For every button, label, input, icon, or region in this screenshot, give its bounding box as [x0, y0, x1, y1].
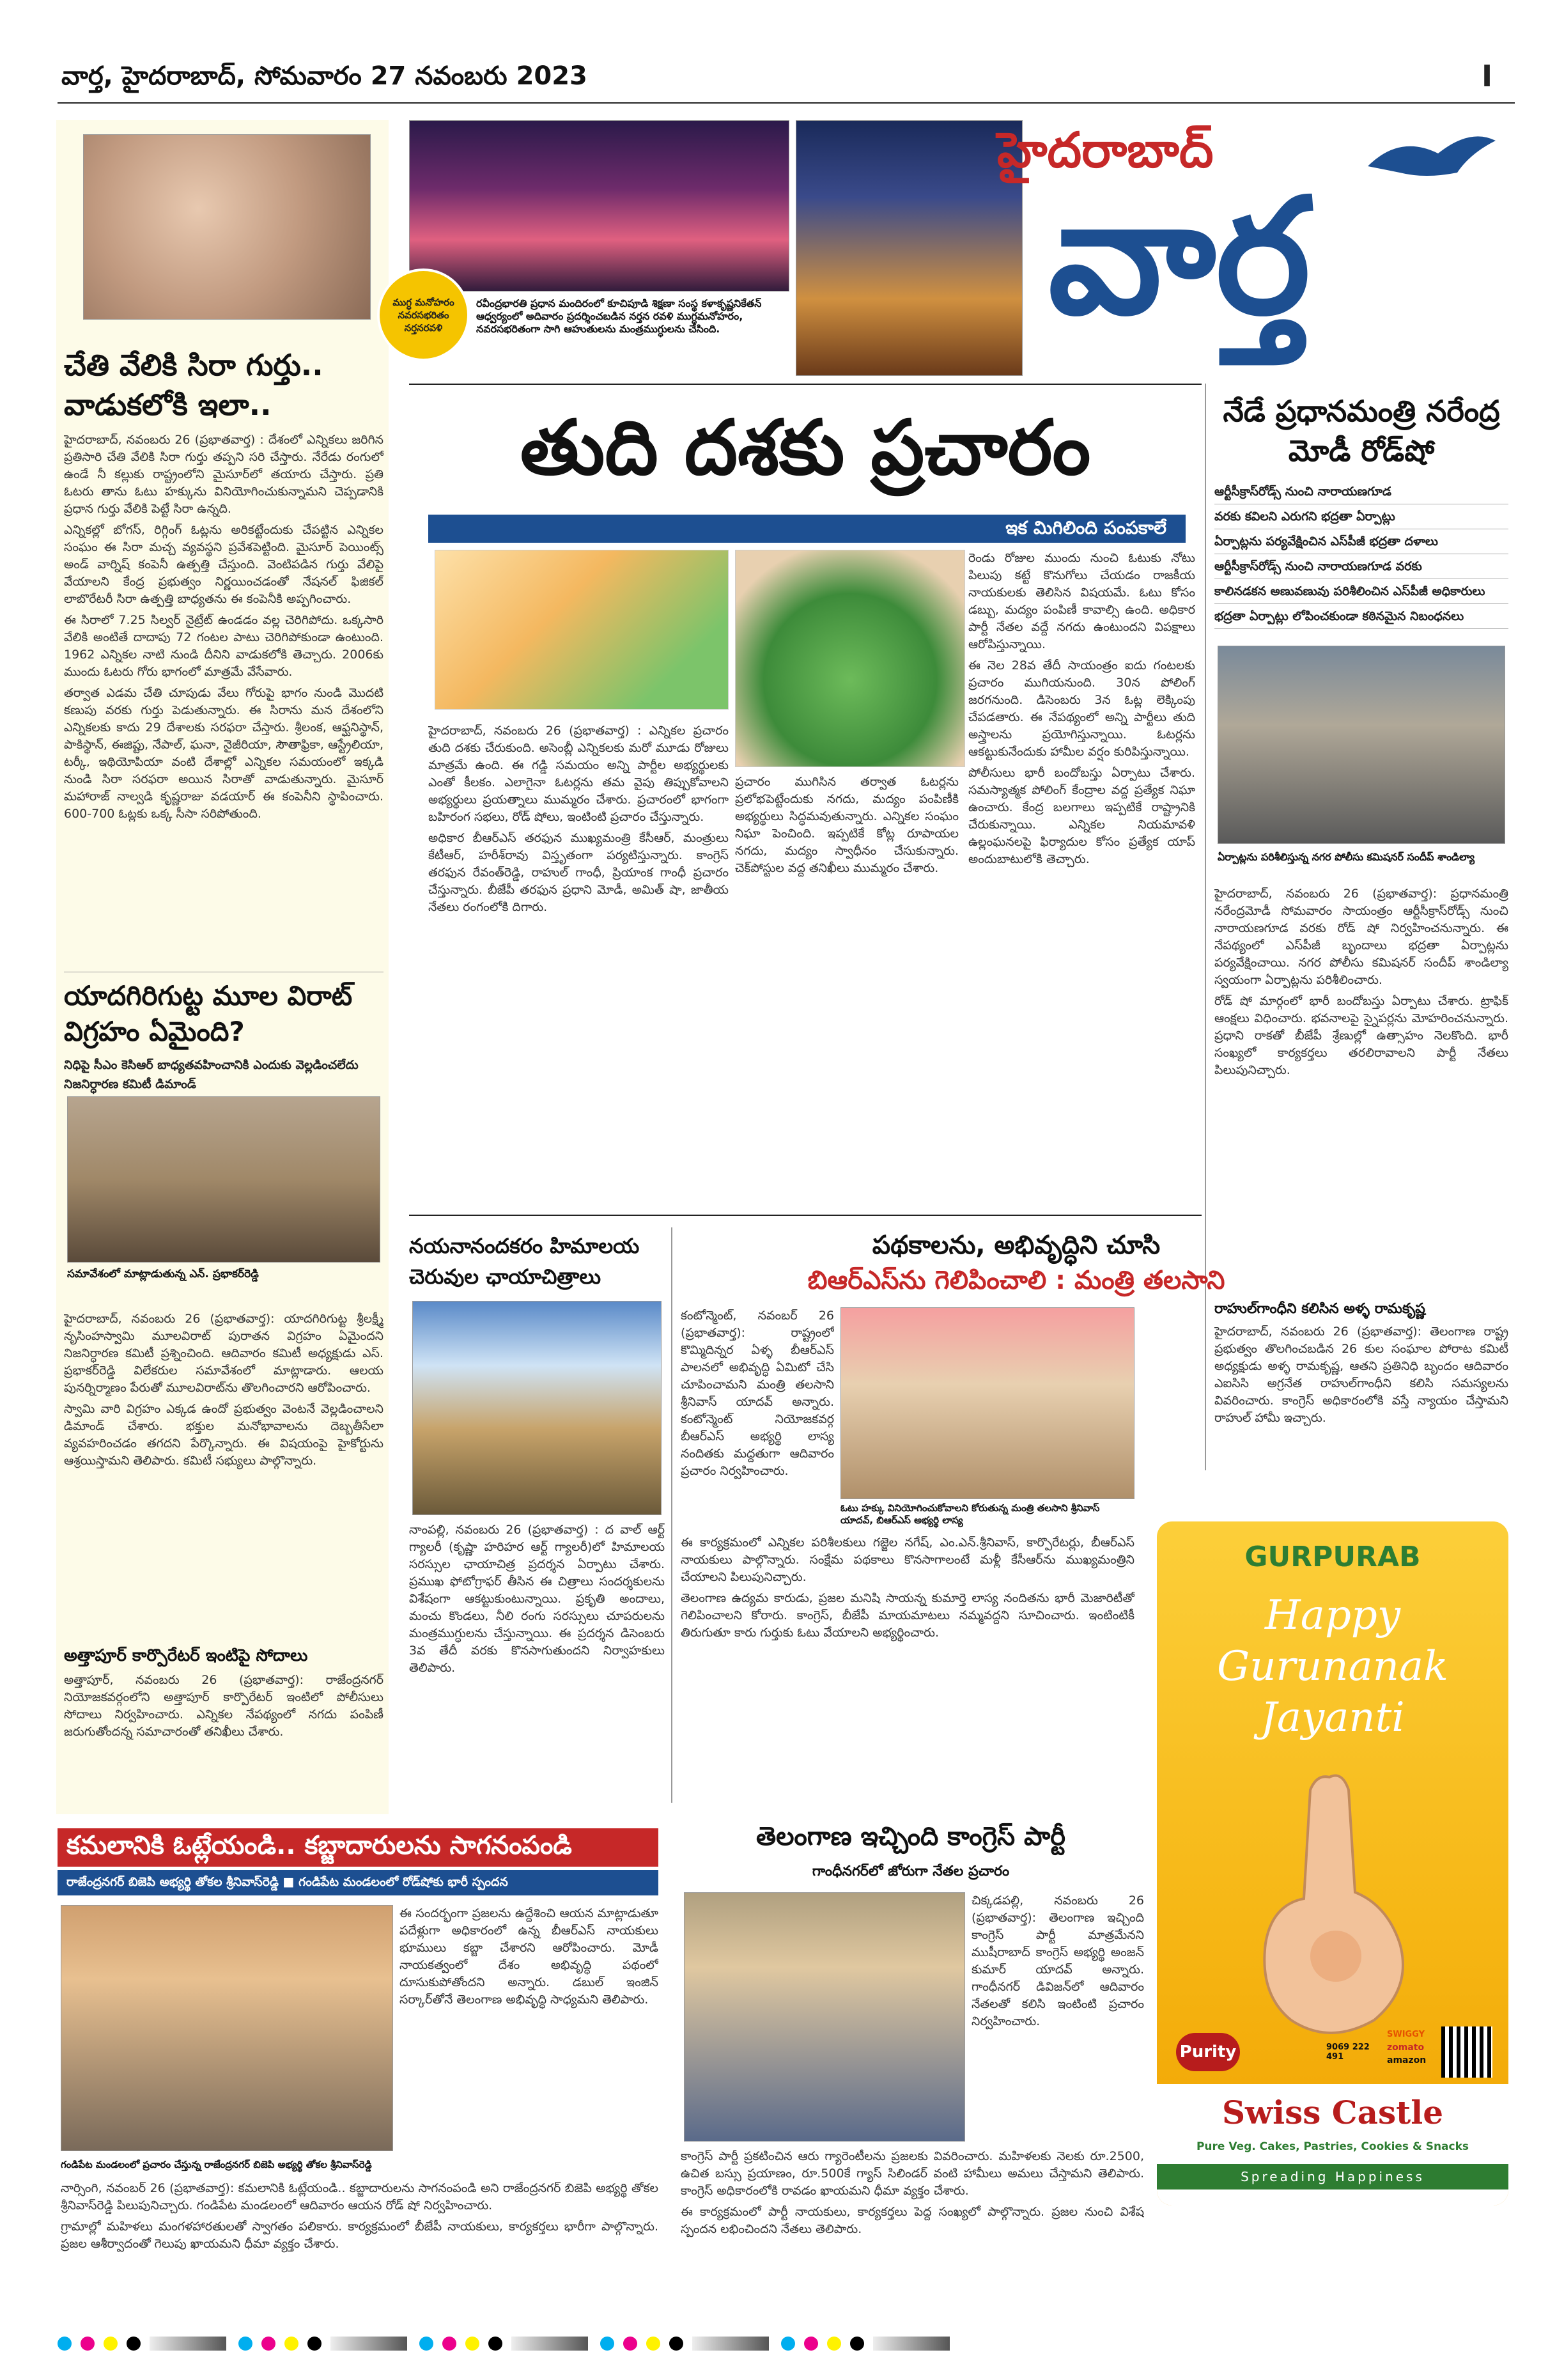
himalaya-title: నయనానందకరం హిమాలయ చెరువుల ఛాయాచిత్రాలు	[409, 1234, 640, 1289]
kowkur-body: అత్తాపూర్, నవంబరు 26 (ప్రభాతవార్త): రాజేంద్రనగర్ నియోజకవర్గంలోని అత్తాపూర్ కార్పొరేటర్ ఇంటిలో పోలీసులు సోదాలు నిర్వహించారు. ఎన్నికల నేపథ్యంలో నగదు పంపిణీ జరుగుతోందన్న సమాచారంతో తనిఖీలు చేశారు.	[64, 1673, 383, 1739]
himalaya-body: నాంపల్లి, నవంబరు 26 (ప్రభాతవార్త) : ద వాల్ ఆర్ట్ గ్యాలరీ (కృష్ణా హరిహర ఆర్ట్ గ్యాలరీ)లో హిమాలయ సరస్సుల ఛాయాచిత్ర ప్రదర్శన ఏర్పాటు చేశారు. ప్రముఖ ఫోటోగ్రాఫర్ తీసిన ఈ చిత్రాలు సందర్శకులను విశేషంగా ఆకట్టుకుంటున్నాయి. ప్రకృతి అందాలు, మంచు కొండలు, నీలి రంగు సరస్సులు చూపరులను మంత్రముగ్ధులను చేస్తున్నాయి. ఈ ప్రదర్శన డిసెంబరు 3వ తేదీ వరకు కొనసాగుతుందని నిర్వాహకులు తెలిపారు.	[409, 1523, 665, 1675]
reg-black-icon	[488, 2337, 502, 2351]
page-mark: I	[1482, 59, 1493, 93]
congress-sub: గాంధీనగర్‌లో జోరుగా నేతల ప్రచారం	[812, 1863, 1010, 1879]
modi-title: నేడే ప్రధానమంత్రి నరేంద్ర మోడీ రోడ్‌షో	[1223, 394, 1500, 468]
temple-sub: నిధిపై సీఎం కెసిఆర్ బాధ్యతవహించానికి ఎందుకు వెల్లడించలేదు	[64, 1058, 359, 1072]
right-col-divider	[1205, 384, 1206, 1470]
press-meet-photo	[67, 1096, 380, 1263]
modi-bullet: ఏర్పాట్లను పర్యవేక్షించిన ఎస్‌పీజీ భద్రతా దళాలు	[1214, 529, 1508, 554]
ad-top: GURPURAB	[1244, 1541, 1421, 1573]
modi-photo-caption: ఏర్పాట్లను పరిశీలిస్తున్న నగర పోలీసు కమిషనర్ సందీప్ శాండిల్యా	[1218, 851, 1475, 863]
modi-bullet: ఆర్టీసీక్రాస్‌రోడ్స్ నుంచి నారాయణగూడ	[1214, 479, 1508, 504]
temple-body	[64, 1311, 383, 1630]
cartoon-left	[435, 550, 729, 710]
dance-photo	[409, 120, 789, 292]
reg-yellow-icon	[465, 2337, 479, 2351]
himalaya-photo	[412, 1301, 662, 1515]
reg-yellow-icon	[827, 2337, 841, 2351]
reg-cyan-icon	[419, 2337, 433, 2351]
registration-marks	[58, 2337, 1515, 2356]
kamala-subbar: రాజేంద్రనగర్ బిజెపి అభ్యర్థి తోకల శ్రీనివాస్‌రెడ్డి ■ గండిపేట మండలంలో రోడ్‌షోకు భారీ స్పందన	[58, 1870, 658, 1895]
main-para: ఈ నెల 28వ తేదీ సాయంత్రం ఐదు గంటలకు ప్రచారం ముగియనుంది. 30న పోలింగ్ జరగనుంది. డిసెంబరు 3న ఓట్ల లెక్కింపు చేపడతారు. ఈ నేపథ్యంలో అన్ని పార్టీలు తుది అస్త్రాలను ప్రయోగిస్తున్నాయి. ఓటర్లను ఆకట్టుకునేందుకు హామీల వర్షం కురిపిస్తున్నాయి.	[968, 658, 1195, 759]
modi-bullets	[1214, 479, 1508, 629]
reg-magenta-icon	[442, 2337, 456, 2351]
congress-title: తెలంగాణ ఇచ్చింది కాంగ్రెస్ పార్టీ	[756, 1822, 1065, 1851]
temple-para: స్వామి వారి విగ్రహం ఎక్కడ ఉందో ప్రభుత్వం వెంటనే వెల్లడించాలని డిమాండ్ చేశారు. భక్తుల మనోభావాలను దెబ్బతీసేలా వ్యవహరించడం తగదని పేర్కొన్నారు. ఈ విషయంపై హైకోర్టును ఆశ్రయిస్తామని తెలిపారు. కమిటీ సభ్యులు పాల్గొన్నారు.	[64, 1402, 383, 1468]
ink-para: తర్వాత ఎడమ చేతి చూపుడు వేలు గోరుపై భాగం నుండి మొదటి కణుపు వరకు గుర్తు పెడుతున్నారు. ఈ సిరాను మన దేశంలోని ఎన్నికలకు కాదు 29 దేశాలకు సరఫరా చేస్తారు. శ్రీలంక, ఆఫ్ఘనిస్థాన్, పాకిస్థాన్, ఈజిప్టు, నేపాల్, ఘనా, నైజీరియా, సౌతాఫ్రికా, ఆస్ట్రేలియా, టర్కీ, ఇథియోపియా వంటి దేశాల్లో ఎన్నికల సమయంలో ఇక్కడి నుండి సిరా సరఫరా అయిన సిరాతో వాడుతున్నారు. మైసూర్ మహారాజ్ నాల్వడి కృష్ణరాజు వడయార్ ఈ కంపెనీని స్థాపించారు. 600-700 ఓట్లకు ఒక్క సీసా సరిపోతుంది.	[64, 686, 383, 821]
ad-tagline: Pure Veg. Cakes, Pastries, Cookies & Snacks	[1196, 2140, 1469, 2153]
ad-l2: Gurunanak	[1217, 1643, 1448, 1690]
reg-cyan-icon	[600, 2337, 614, 2351]
main-rule	[409, 1215, 1202, 1216]
reg-magenta-icon	[261, 2337, 275, 2351]
reg-magenta-icon	[623, 2337, 637, 2351]
reg-yellow-icon	[284, 2337, 298, 2351]
talasani-kicker: పథకాలను, అభివృద్ధిని చూసి	[872, 1231, 1161, 1260]
kamala-body	[61, 2180, 658, 2321]
ad-spread: Spreading Happiness	[1157, 2164, 1508, 2189]
main-subbar: ఇక మిగిలింది పంపకాలే	[428, 515, 1186, 543]
main-para: రెండు రోజుల ముందు నుంచి ఓటుకు నోటు పిలుపు కట్టే కొనుగోలు చేయడం రాజకీయ నాయకులకు తెలిసిన విషయమే. ఓటు కోసం డబ్బు, మద్యం పంపిణీ కావాల్సి ఉంది. అధికార పార్టీ నేతల వద్దే నగదు ఉంటుందని విపక్షాలు ఆరోపిస్తున్నాయి.	[968, 551, 1195, 651]
temple-title: యాదగిరిగుట్ట మూల విరాట్ విగ్రహం ఏమైంది?	[64, 980, 353, 1047]
reg-black-icon	[127, 2337, 141, 2351]
ad-l3: Jayanti	[1260, 1694, 1405, 1741]
kamala-para: నార్సింగి, నవంబర్ 26 (ప్రభాతవార్త): కమలానికి ఓట్లేయండి.. కబ్జాదారులను సాగనంపండి అని రాజేంద్రనగర్ బిజెపి అభ్యర్థి తోకల శ్రీనివాస్‌రెడ్డి పిలుపునిచ్చారు. గండిపేట మండలంలో ఆదివారం ఆయన రోడ్ షో నిర్వహించారు.	[61, 2181, 658, 2213]
ink-finger-photo	[83, 134, 371, 320]
himalaya-divider	[671, 1227, 672, 1803]
reg-yellow-icon	[104, 2337, 118, 2351]
modi-bullet: కాలినడకన అణువణువు పరిశీలించిన ఎస్‌పీజీ అధికారులు	[1214, 579, 1508, 604]
ad-zomato: zomato	[1387, 2042, 1425, 2053]
masthead-big: వార్త	[1048, 162, 1311, 350]
ad-brand: Swiss Castle	[1221, 2094, 1444, 2131]
kowkur-title: అత్తాపూర్ కార్పొరేటర్ ఇంటిపై సోదాలు	[64, 1646, 308, 1665]
modi-security-photo	[1218, 646, 1505, 844]
charminar-photo	[796, 120, 1023, 376]
reg-black-icon	[307, 2337, 321, 2351]
ink-para: ఎన్నికల్లో బోగస్, రిగ్గింగ్ ఓట్లను అరికట్టేందుకు చేపట్టిన ఎన్నికల సంఘం ఈ సిరా మచ్చ వ్యవస్థని ప్రవేశపెట్టింది. మైసూర్ పెయింట్స్ అండ్ వార్నిష్ కంపెనీ ఉత్పత్తి చేస్తుంది. వెంటిపడిన గుర్తు వేలిపై వేయాలని కేంద్ర ప్రభుత్వం నిర్ణయించడంతో నేషనల్ ఫిజికల్ లాబొరేటరీ సిరా ఉత్పత్తి బాధ్యతను ఈ కంపెనీకి అప్పగించారు.	[64, 523, 383, 606]
kamala-photo	[61, 1905, 393, 2151]
gurpurab-ad	[1157, 1521, 1508, 2205]
ad-swiggy: SWIGGY	[1387, 2030, 1425, 2039]
talasani-photo-caption: ఓటు హక్కు వినియోగించుకోవాలని కోరుతున్న మంత్రి తలసాని శ్రీనివాస్ యాదవ్, బిఆర్ఎస్ అభ్యర్థి లాస్య	[840, 1502, 1100, 1526]
ink-body	[64, 432, 383, 978]
ad-l1: Happy	[1264, 1592, 1401, 1639]
kamala-photo-caption: గండిపేట మండలంలో ప్రచారం చేస్తున్న రాజేంద్రనగర్ బిజెపి అభ్యర్థి తోకల శ్రీనివాస్‌రెడ్డి	[61, 2159, 372, 2170]
reg-yellow-icon	[646, 2337, 660, 2351]
congress-body-lead: చిక్కడపల్లి, నవంబరు 26 (ప్రభాతవార్త): తెలంగాణ ఇచ్చింది కాంగ్రెస్ పార్టీ మాత్రమేనని ముషీరాబాద్ కాంగ్రెస్ అభ్యర్థి అంజన్ కుమార్ యాదవ్ అన్నారు. గాంధీనగర్ డివిజన్‌లో ఆదివారం నేతలతో కలిసి ఇంటింటి ప్రచారం నిర్వహించారు.	[972, 1894, 1144, 2028]
congress-para: కాంగ్రెస్ పార్టీ ప్రకటించిన ఆరు గ్యారెంటీలను ప్రజలకు వివరించారు. మహిళలకు నెలకు రూ.2500, ఉచిత బస్సు ప్రయాణం, రూ.500కే గ్యాస్ సిలిండర్ వంటి హామీలు అమలు చేస్తామని తెలిపారు. కాంగ్రెస్ అధికారంలోకి రావడం ఖాయమని ధీమా వ్యక్తం చేశారు.	[681, 2149, 1144, 2198]
main-para: పోలీసులు భారీ బందోబస్తు ఏర్పాటు చేశారు. సమస్యాత్మక పోలింగ్ కేంద్రాల వద్ద ప్రత్యేక నిఘా ఉంచారు. కేంద్ర బలగాలు ఇప్పటికే రాష్ట్రానికి చేరుకున్నాయి. ఎన్నికల నియమావళి ఉల్లంఘనలపై ఫిర్యాదుల కోసం ప్రత్యేక యాప్ అందుబాటులోకి తెచ్చారు.	[968, 766, 1195, 866]
reg-cyan-icon	[58, 2337, 72, 2351]
gray-ramp-icon	[873, 2337, 950, 2351]
congress-photo	[684, 1892, 965, 2142]
main-para: హైదరాబాద్, నవంబరు 26 (ప్రభాతవార్త) : ఎన్నికల ప్రచారం తుది దశకు చేరుకుంది. అసెంబ్లీ ఎన్నికలకు మరో మూడు రోజులు మాత్రమే ఉంది. ఈ గడ్డి సమయం అన్ని పార్టీల అభ్యర్థులకు ఎంతో కీలకం. ఎలాగైనా ఓటర్లను తమ వైపు తిప్పుకోవాలని అభ్యర్థులు ప్రయత్నాలు ముమ్మరం చేశారు. ప్రచారంలో భాగంగా బహిరంగ సభలు, రోడ్ షోలు, ఇంటింటి ప్రచారం చేస్తున్నారు.	[428, 724, 729, 824]
congress-para: ఈ కార్యక్రమంలో పార్టీ నాయకులు, కార్యకర్తలు పెద్ద సంఖ్యలో పాల్గొన్నారు. ప్రజల నుంచి విశేష స్పందన లభించిందని నేతలు తెలిపారు.	[681, 2205, 1144, 2236]
gray-ramp-icon	[692, 2337, 769, 2351]
reg-magenta-icon	[804, 2337, 818, 2351]
temple-photo-caption: సమావేశంలో మాట్లాడుతున్న ఎన్. ప్రభాకర్‌రెడ్డి	[67, 1268, 259, 1280]
qr-code-icon	[1441, 2026, 1492, 2078]
temple-sub2: నిజనిర్ధారణ కమిటీ డిమాండ్	[64, 1077, 196, 1091]
ink-title: చేతి వేలికి సిరా గుర్తు.. వాడుకలోకి ఇలా..	[64, 348, 323, 422]
ad-phone: 9069 222 491	[1326, 2042, 1370, 2062]
main-body-col1	[428, 722, 729, 1272]
gray-ramp-icon	[330, 2337, 407, 2351]
ad-amazon: amazon	[1387, 2055, 1427, 2065]
main-para: ప్రచారం ముగిసిన తర్వాత ఓటర్లను ప్రలోభపెట్టేందుకు నగదు, మద్యం పంపిణీకి అభ్యర్థులు సిద్ధమవుతున్నారు. ఎన్నికల సంఘం నిఘా పెంచింది. ఇప్పటికే కోట్ల రూపాయల నగదు, మద్యం స్వాధీనం చేసుకున్నారు. చెక్‌పోస్టుల వద్ద తనిఖీలు ముమ్మరం చేశారు.	[735, 775, 959, 875]
reg-cyan-icon	[781, 2337, 795, 2351]
ink-para: ఈ సిరాలో 7.25 సిల్వర్ నైట్రేట్ ఉండడం వల్ల చెరిగిపోదు. ఒక్కసారి వేలికి అంటితే దాదాపు 72 గంటల పాటు చెరిగిపోకుండా ఉంటుంది. 1962 ఎన్నికల నాటి నుండి దీనిని వాడుకలోకి తెచ్చారు. 2006కు ముందు ఓటరు గోరు భాగంలో మాత్రమే వేసేవారు.	[64, 613, 383, 679]
kamala-para: గ్రామాల్లో మహిళలు మంగళహారతులతో స్వాగతం పలికారు. కార్యక్రమంలో బీజేపీ నాయకులు, కార్యకర్తలు భారీగా పాల్గొన్నారు. ప్రజల ఆశీర్వాదంతో గెలుపు ఖాయమని ధీమా వ్యక్తం చేశారు.	[61, 2220, 658, 2251]
reg-black-icon	[850, 2337, 864, 2351]
ink-para: హైదరాబాద్, నవంబరు 26 (ప్రభాతవార్త) : దేశంలో ఎన్నికలు జరిగిన ప్రతిసారి చేతి వేలికి సిరా గుర్తు తప్పని సరి చేస్తారు. నేరేడు రంగులో ఉండే నీ కల్లుకు రాష్ట్రంలోని మైసూర్‌లో తయారు చేస్తారు. ప్రతి ఓటరు తాను ఓటు హక్కును వినియోగించుకున్నామని చెప్పడానికి ప్రధాన గుర్తు వేలికి పెట్టే సిరా ఉన్నది.	[64, 433, 383, 516]
talasani-title: బిఆర్ఎస్‌ను గెలిపించాలి : మంత్రి తలసాని	[807, 1266, 1225, 1295]
ad-footer	[1157, 2084, 1508, 2205]
gray-ramp-icon	[150, 2337, 226, 2351]
header-rule	[58, 102, 1515, 104]
talasani-body-lead: కంటోన్మెంట్, నవంబర్ 26 (ప్రభాతవార్త): రాష్ట్రంలో కొమ్మిదిన్నర ఏళ్ళ బీఆర్ఎస్ పాలనలో అభివృద్ధి ఏమిటో చేసి చూపించామని మంత్రి తలసాని శ్రీనివాస్ యాదవ్ అన్నారు. కంటోన్మెంట్ నియోజకవర్గ బీఆర్ఎస్ అభ్యర్థి లాస్య నందితకు మద్దతుగా ఆదివారం ప్రచారం నిర్వహించారు.	[681, 1309, 834, 1478]
cartoon-bag	[735, 550, 965, 767]
bird-icon	[1361, 128, 1502, 192]
kamala-body-right: ఈ సందర్భంగా ప్రజలను ఉద్దేశించి ఆయన మాట్లాడుతూ పదేళ్లుగా అధికారంలో ఉన్న బీఆర్ఎస్ నాయకులు భూములు కబ్జా చేశారని ఆరోపించారు. మోడీ నాయకత్వంలో దేశం అభివృద్ధి పథంలో దూసుకుపోతోందని అన్నారు. డబుల్ ఇంజిన్ సర్కార్‌తోనే తెలంగాణ అభివృద్ధి సాధ్యమని తెలిపారు.	[399, 1906, 658, 2007]
main-para: అధికార బీఆర్ఎస్ తరఫున ముఖ్యమంత్రి కేసీఆర్, మంత్రులు కేటీఆర్, హరీశ్‌రావు విస్తృతంగా పర్యటిస్తున్నారు. కాంగ్రెస్ తరఫున రేవంత్‌రెడ్డి, రాహుల్ గాంధీ, ప్రియాంక గాంధీ ప్రచారం చేస్తున్నారు. బీజేపీ తరఫున ప్రధాని మోడీ, అమిత్ షా, జాతీయ నేతలు రంగంలోకి దిగారు.	[428, 831, 729, 914]
congress-body	[681, 2148, 1144, 2321]
gray-ramp-icon	[511, 2337, 588, 2351]
modi-bullet: ఆర్టీసీక్రాస్‌రోడ్స్ నుంచి నారాయణగూడ వరకు	[1214, 554, 1508, 579]
dance-caption: రవీంద్రభారతి ప్రధాన మందిరంలో కూచిపూడి శిక్షణా సంస్థ కళాకృష్ణనికేతన్ ఆధ్వర్యంలో అదివారం ప్రదర్శించబడిన నర్తన రవళి ముగ్ధమనోహరం, నవరసభరితంగా సాగి ఆహుతులను మంత్రముగ్ధులను చేసింది.	[476, 297, 762, 335]
dateline: వార్త, హైదరాబాద్, సోమవారం 27 నవంబరు 2023	[61, 61, 587, 91]
rahul-lead: రాహుల్‌గాంధీని కలిసిన అళ్ళ రామకృష్ణ	[1214, 1301, 1425, 1317]
blessing-hand-icon	[1234, 1764, 1438, 2046]
temple-para: హైదరాబాద్, నవంబరు 26 (ప్రభాతవార్త): యాదగిరిగుట్ట శ్రీలక్ష్మీ నృసింహస్వామి మూలవిరాట్ పురాతన విగ్రహం ఏమైందని నిజనిర్ధారణ కమిటీ ప్రశ్నించింది. ఆదివారం కమిటీ అధ్యక్షుడు ఎస్. ప్రభాకర్‌రెడ్డి విలేకరుల సమావేశంలో మాట్లాడారు. ఆలయ పునర్నిర్మాణం పేరుతో మూలవిరాట్‌ను తొలగించారని ఆరోపించారు.	[64, 1312, 383, 1395]
talasani-photo	[840, 1307, 1134, 1499]
dance-badge: ముగ్ధ మనోహరం నవరసభరితం నర్తనరవళి	[377, 268, 470, 361]
top-rule	[409, 384, 1202, 385]
main-body-col2	[735, 774, 959, 1272]
reg-magenta-icon	[81, 2337, 95, 2351]
reg-black-icon	[669, 2337, 683, 2351]
kamala-banner: కమలానికి ఓట్లేయండి.. కబ్జాదారులను సాగనంపండి	[58, 1828, 658, 1867]
main-body-col3	[968, 550, 1195, 1272]
rahul-body: హైదరాబాద్, నవంబరు 26 (ప్రభాతవార్త): తెలంగాణ రాష్ట్ర ప్రభుత్వం తొలగించబడిన 26 కుల సంఘాల పోరాట కమిటీ అధ్యక్షుడు అళ్ళ రామకృష్ణ, ఆతని ప్రతినిధి బృందం ఆదివారం ఎఐసిసి అగ్రనేత రాహుల్‌గాంధీని కలిసి సమస్యలను వివరించారు. కాంగ్రెస్ అధికారంలోకి వస్తే న్యాయం చేస్తామని రాహుల్ హామీ ఇచ్చారు.	[1214, 1325, 1508, 1425]
modi-para: హైదరాబాద్, నవంబరు 26 (ప్రభాతవార్త): ప్రధానమంత్రి నరేంద్రమోడీ సోమవారం సాయంత్రం ఆర్టీసీక్రాస్‌రోడ్స్ నుంచి నారాయణగూడ వరకు రోడ్ షో నిర్వహించనున్నారు. ఈ నేపథ్యంలో ఎస్‌పీజీ బృందాలు భద్రతా ఏర్పాట్లను పర్యవేక్షించాయి. నగర పోలీసు కమిషనర్ సందీప్ శాండిల్యా స్వయంగా ఏర్పాట్లను పరిశీలించారు.	[1214, 887, 1508, 987]
reg-cyan-icon	[238, 2337, 252, 2351]
ad-purity: Purity	[1176, 2033, 1240, 2071]
masthead-small: హైదరాబాద్	[997, 121, 1214, 178]
main-headline: తుది దశకు ప్రచారం	[520, 403, 1091, 492]
talasani-para: తెలంగాణ ఉద్యమ కారుడు, ప్రజల మనిషి సాయన్న కుమార్తె లాస్య నందితను భారీ మెజారిటీతో గెలిపించాలని కోరారు. కాంగ్రెస్, బీజేపీ మాయమాటలు నమ్మవద్దని సూచించారు. ఇంటింటికీ తిరుగుతూ కారు గుర్తుకు ఓటు వేయాలని అభ్యర్థించారు.	[681, 1591, 1134, 1640]
talasani-para: ఈ కార్యక్రమంలో ఎన్నికల పరిశీలకులు గజ్జెల నగేష్, ఎం.ఎన్.శ్రీనివాస్, కార్పొరేటర్లు, బీఆర్ఎస్ నాయకులు పాల్గొన్నారు. సంక్షేమ పథకాలు కొనసాగాలంటే మళ్లీ కేసీఆర్‌ను ముఖ్యమంత్రిని చేయాలని పిలుపునిచ్చారు.	[681, 1536, 1134, 1584]
modi-para: రోడ్ షో మార్గంలో భారీ బందోబస్తు ఏర్పాటు చేశారు. ట్రాఫిక్ ఆంక్షలు విధించారు. భవనాలపై స్నైపర్లను మోహరించనున్నారు. ప్రధాని రాకతో బీజేపీ శ్రేణుల్లో ఉత్సాహం నెలకొంది. భారీ సంఖ్యలో కార్యకర్తలు తరలిరావాలని పార్టీ నేతలు పిలుపునిచ్చారు.	[1214, 994, 1508, 1077]
talasani-body	[681, 1534, 1134, 1803]
modi-bullet: వరకు కవిలని ఎరుగని భద్రతా ఏర్పాట్లు	[1214, 504, 1508, 529]
modi-bullet: భద్రతా ఏర్పాట్లు లోపించకుండా కఠినమైన నిబంధనలు	[1214, 604, 1508, 629]
